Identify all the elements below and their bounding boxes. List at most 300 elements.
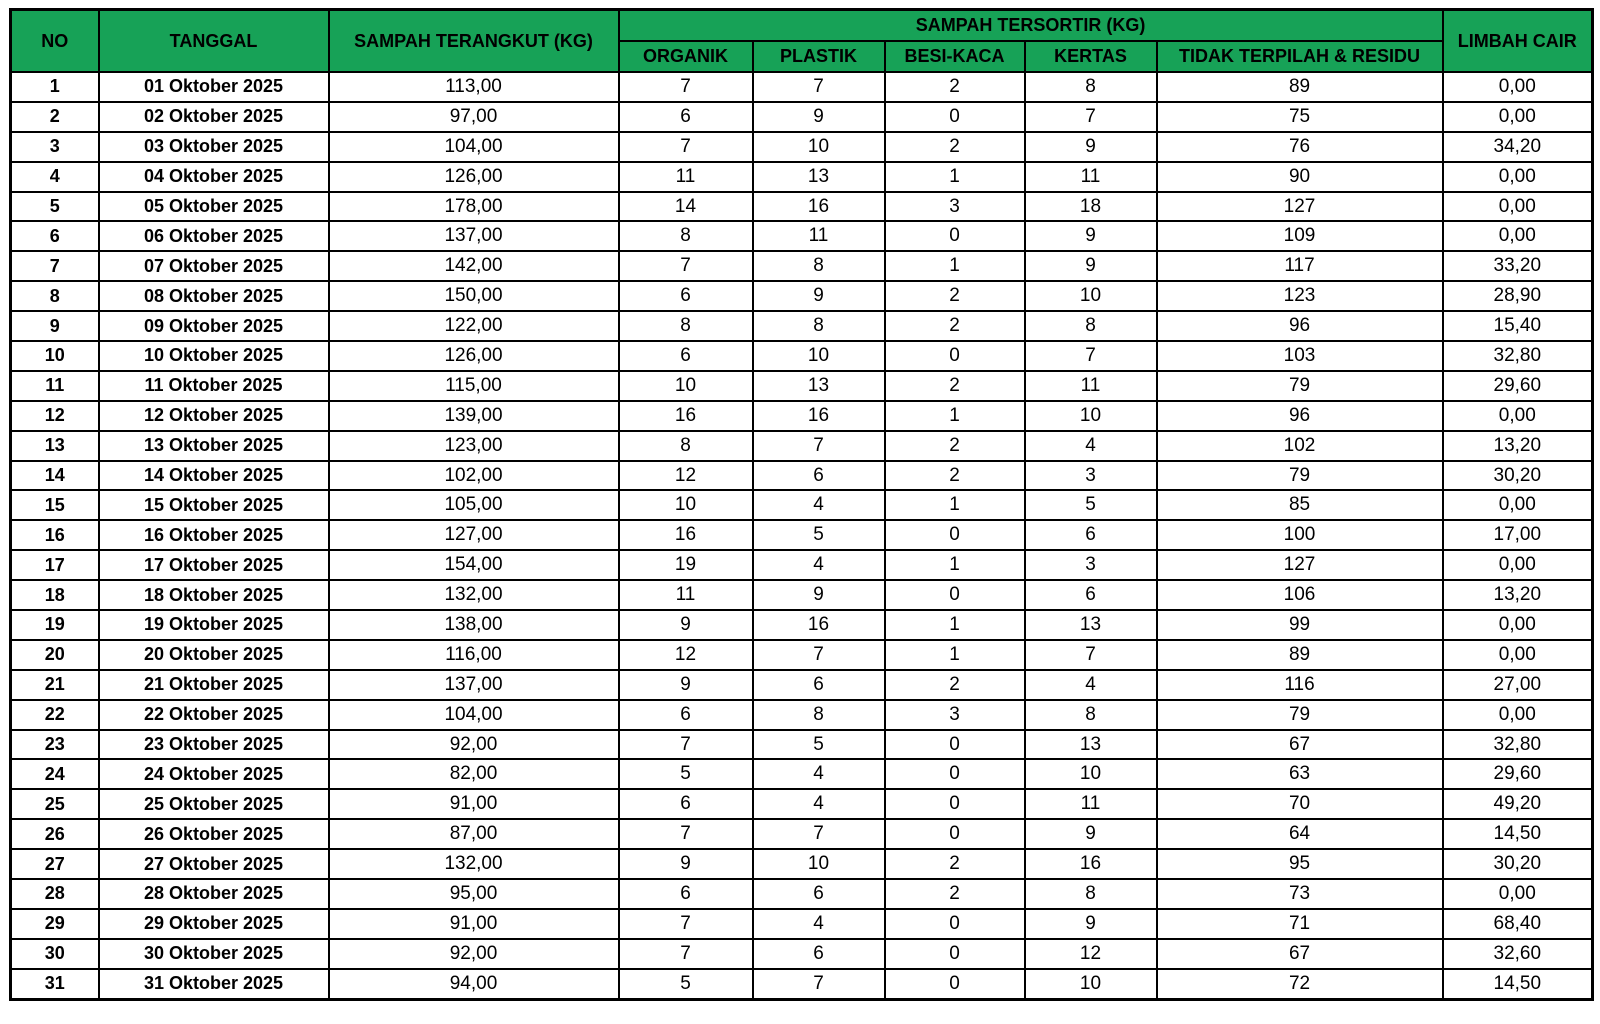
cell-besi-kaca: 1 xyxy=(885,162,1025,192)
cell-organik: 5 xyxy=(619,969,753,999)
cell-terangkut: 91,00 xyxy=(329,909,619,939)
cell-besi-kaca: 2 xyxy=(885,371,1025,401)
header-besi-kaca: BESI-KACA xyxy=(885,41,1025,72)
cell-kertas: 7 xyxy=(1025,341,1157,371)
cell-limbah: 27,00 xyxy=(1443,670,1593,700)
cell-kertas: 8 xyxy=(1025,700,1157,730)
cell-terangkut: 94,00 xyxy=(329,969,619,999)
cell-no: 16 xyxy=(11,520,99,550)
cell-besi-kaca: 0 xyxy=(885,580,1025,610)
table-row xyxy=(11,192,1593,222)
cell-no: 29 xyxy=(11,909,99,939)
cell-terangkut: 113,00 xyxy=(329,72,619,102)
cell-terangkut: 137,00 xyxy=(329,670,619,700)
cell-tanggal: 18 Oktober 2025 xyxy=(99,580,329,610)
table-row xyxy=(11,550,1593,580)
cell-limbah: 49,20 xyxy=(1443,789,1593,819)
cell-besi-kaca: 0 xyxy=(885,789,1025,819)
header-limbah-cair: LIMBAH CAIR xyxy=(1443,10,1593,73)
cell-tanggal: 11 Oktober 2025 xyxy=(99,371,329,401)
cell-terangkut: 150,00 xyxy=(329,281,619,311)
cell-no: 26 xyxy=(11,819,99,849)
cell-no: 5 xyxy=(11,192,99,222)
cell-limbah: 0,00 xyxy=(1443,879,1593,909)
cell-residu: 72 xyxy=(1157,969,1443,999)
cell-no: 11 xyxy=(11,371,99,401)
cell-plastik: 7 xyxy=(753,640,885,670)
cell-residu: 89 xyxy=(1157,640,1443,670)
cell-tanggal: 17 Oktober 2025 xyxy=(99,550,329,580)
cell-residu: 109 xyxy=(1157,221,1443,251)
cell-kertas: 9 xyxy=(1025,221,1157,251)
header-kertas: KERTAS xyxy=(1025,41,1157,72)
cell-organik: 16 xyxy=(619,520,753,550)
cell-no: 10 xyxy=(11,341,99,371)
cell-tanggal: 04 Oktober 2025 xyxy=(99,162,329,192)
table-row xyxy=(11,461,1593,491)
cell-terangkut: 132,00 xyxy=(329,849,619,879)
cell-limbah: 17,00 xyxy=(1443,520,1593,550)
cell-limbah: 30,20 xyxy=(1443,461,1593,491)
cell-tanggal: 26 Oktober 2025 xyxy=(99,819,329,849)
table-row xyxy=(11,490,1593,520)
header-plastik: PLASTIK xyxy=(753,41,885,72)
cell-plastik: 16 xyxy=(753,401,885,431)
cell-plastik: 13 xyxy=(753,371,885,401)
cell-limbah: 32,60 xyxy=(1443,939,1593,969)
cell-terangkut: 123,00 xyxy=(329,431,619,461)
cell-organik: 8 xyxy=(619,221,753,251)
cell-limbah: 0,00 xyxy=(1443,221,1593,251)
cell-kertas: 6 xyxy=(1025,580,1157,610)
cell-besi-kaca: 1 xyxy=(885,640,1025,670)
cell-kertas: 5 xyxy=(1025,490,1157,520)
cell-tanggal: 05 Oktober 2025 xyxy=(99,192,329,222)
cell-residu: 127 xyxy=(1157,550,1443,580)
cell-no: 19 xyxy=(11,610,99,640)
cell-limbah: 0,00 xyxy=(1443,700,1593,730)
cell-limbah: 68,40 xyxy=(1443,909,1593,939)
cell-terangkut: 91,00 xyxy=(329,789,619,819)
cell-plastik: 5 xyxy=(753,730,885,760)
cell-limbah: 14,50 xyxy=(1443,819,1593,849)
cell-besi-kaca: 3 xyxy=(885,700,1025,730)
cell-organik: 9 xyxy=(619,610,753,640)
cell-no: 20 xyxy=(11,640,99,670)
cell-residu: 71 xyxy=(1157,909,1443,939)
cell-plastik: 4 xyxy=(753,909,885,939)
table-row xyxy=(11,879,1593,909)
cell-besi-kaca: 1 xyxy=(885,490,1025,520)
cell-tanggal: 09 Oktober 2025 xyxy=(99,311,329,341)
cell-tanggal: 03 Oktober 2025 xyxy=(99,132,329,162)
cell-residu: 116 xyxy=(1157,670,1443,700)
cell-terangkut: 95,00 xyxy=(329,879,619,909)
table-row xyxy=(11,371,1593,401)
cell-plastik: 5 xyxy=(753,520,885,550)
cell-besi-kaca: 0 xyxy=(885,969,1025,999)
cell-no: 21 xyxy=(11,670,99,700)
cell-besi-kaca: 0 xyxy=(885,730,1025,760)
cell-kertas: 16 xyxy=(1025,849,1157,879)
cell-residu: 100 xyxy=(1157,520,1443,550)
cell-terangkut: 178,00 xyxy=(329,192,619,222)
cell-organik: 10 xyxy=(619,490,753,520)
cell-terangkut: 154,00 xyxy=(329,550,619,580)
cell-kertas: 13 xyxy=(1025,730,1157,760)
cell-plastik: 8 xyxy=(753,700,885,730)
header-tanggal: TANGGAL xyxy=(99,10,329,73)
cell-organik: 9 xyxy=(619,670,753,700)
cell-terangkut: 87,00 xyxy=(329,819,619,849)
cell-limbah: 13,20 xyxy=(1443,431,1593,461)
cell-terangkut: 126,00 xyxy=(329,341,619,371)
table-row xyxy=(11,72,1593,102)
header-sampah-terangkut: SAMPAH TERANGKUT (KG) xyxy=(329,10,619,73)
cell-limbah: 34,20 xyxy=(1443,132,1593,162)
cell-tanggal: 24 Oktober 2025 xyxy=(99,759,329,789)
cell-no: 2 xyxy=(11,102,99,132)
cell-kertas: 11 xyxy=(1025,789,1157,819)
cell-tanggal: 07 Oktober 2025 xyxy=(99,251,329,281)
cell-residu: 67 xyxy=(1157,730,1443,760)
cell-residu: 99 xyxy=(1157,610,1443,640)
cell-limbah: 29,60 xyxy=(1443,759,1593,789)
cell-residu: 127 xyxy=(1157,192,1443,222)
table-row xyxy=(11,909,1593,939)
table-row xyxy=(11,281,1593,311)
cell-organik: 16 xyxy=(619,401,753,431)
table-row xyxy=(11,162,1593,192)
cell-limbah: 33,20 xyxy=(1443,251,1593,281)
cell-besi-kaca: 2 xyxy=(885,281,1025,311)
cell-terangkut: 139,00 xyxy=(329,401,619,431)
cell-besi-kaca: 2 xyxy=(885,879,1025,909)
cell-tanggal: 12 Oktober 2025 xyxy=(99,401,329,431)
cell-tanggal: 14 Oktober 2025 xyxy=(99,461,329,491)
cell-residu: 85 xyxy=(1157,490,1443,520)
cell-residu: 63 xyxy=(1157,759,1443,789)
cell-terangkut: 82,00 xyxy=(329,759,619,789)
cell-limbah: 0,00 xyxy=(1443,162,1593,192)
table-row xyxy=(11,819,1593,849)
cell-no: 30 xyxy=(11,939,99,969)
cell-limbah: 0,00 xyxy=(1443,401,1593,431)
cell-tanggal: 06 Oktober 2025 xyxy=(99,221,329,251)
cell-limbah: 0,00 xyxy=(1443,72,1593,102)
table-row xyxy=(11,700,1593,730)
cell-plastik: 9 xyxy=(753,102,885,132)
cell-besi-kaca: 3 xyxy=(885,192,1025,222)
cell-organik: 7 xyxy=(619,72,753,102)
cell-besi-kaca: 1 xyxy=(885,401,1025,431)
cell-kertas: 7 xyxy=(1025,640,1157,670)
table-row xyxy=(11,520,1593,550)
cell-residu: 95 xyxy=(1157,849,1443,879)
cell-tanggal: 01 Oktober 2025 xyxy=(99,72,329,102)
cell-kertas: 18 xyxy=(1025,192,1157,222)
cell-no: 15 xyxy=(11,490,99,520)
cell-residu: 79 xyxy=(1157,700,1443,730)
cell-terangkut: 116,00 xyxy=(329,640,619,670)
cell-tanggal: 20 Oktober 2025 xyxy=(99,640,329,670)
cell-no: 8 xyxy=(11,281,99,311)
cell-tanggal: 25 Oktober 2025 xyxy=(99,789,329,819)
cell-organik: 10 xyxy=(619,371,753,401)
cell-terangkut: 105,00 xyxy=(329,490,619,520)
cell-besi-kaca: 1 xyxy=(885,610,1025,640)
table-row xyxy=(11,759,1593,789)
cell-terangkut: 115,00 xyxy=(329,371,619,401)
cell-no: 22 xyxy=(11,700,99,730)
cell-plastik: 8 xyxy=(753,311,885,341)
cell-organik: 7 xyxy=(619,132,753,162)
cell-terangkut: 138,00 xyxy=(329,610,619,640)
cell-terangkut: 92,00 xyxy=(329,939,619,969)
table-row xyxy=(11,789,1593,819)
table-row xyxy=(11,311,1593,341)
cell-no: 28 xyxy=(11,879,99,909)
cell-organik: 7 xyxy=(619,730,753,760)
cell-residu: 102 xyxy=(1157,431,1443,461)
cell-organik: 5 xyxy=(619,759,753,789)
cell-besi-kaca: 2 xyxy=(885,849,1025,879)
cell-organik: 7 xyxy=(619,819,753,849)
cell-residu: 96 xyxy=(1157,311,1443,341)
cell-plastik: 9 xyxy=(753,281,885,311)
cell-tanggal: 21 Oktober 2025 xyxy=(99,670,329,700)
cell-plastik: 4 xyxy=(753,490,885,520)
cell-plastik: 6 xyxy=(753,879,885,909)
cell-limbah: 32,80 xyxy=(1443,341,1593,371)
table-row xyxy=(11,640,1593,670)
cell-kertas: 10 xyxy=(1025,969,1157,999)
cell-residu: 106 xyxy=(1157,580,1443,610)
cell-besi-kaca: 2 xyxy=(885,670,1025,700)
cell-kertas: 7 xyxy=(1025,102,1157,132)
table-row xyxy=(11,401,1593,431)
cell-limbah: 0,00 xyxy=(1443,640,1593,670)
cell-besi-kaca: 0 xyxy=(885,520,1025,550)
cell-no: 6 xyxy=(11,221,99,251)
cell-besi-kaca: 0 xyxy=(885,909,1025,939)
table-row xyxy=(11,102,1593,132)
cell-organik: 7 xyxy=(619,939,753,969)
cell-kertas: 10 xyxy=(1025,281,1157,311)
cell-kertas: 8 xyxy=(1025,311,1157,341)
cell-organik: 14 xyxy=(619,192,753,222)
cell-limbah: 32,80 xyxy=(1443,730,1593,760)
cell-plastik: 8 xyxy=(753,251,885,281)
table-row xyxy=(11,431,1593,461)
cell-residu: 70 xyxy=(1157,789,1443,819)
cell-tanggal: 28 Oktober 2025 xyxy=(99,879,329,909)
cell-plastik: 7 xyxy=(753,819,885,849)
cell-terangkut: 104,00 xyxy=(329,700,619,730)
cell-no: 3 xyxy=(11,132,99,162)
header-organik: ORGANIK xyxy=(619,41,753,72)
cell-besi-kaca: 0 xyxy=(885,819,1025,849)
cell-terangkut: 92,00 xyxy=(329,730,619,760)
cell-organik: 7 xyxy=(619,909,753,939)
cell-no: 9 xyxy=(11,311,99,341)
cell-no: 14 xyxy=(11,461,99,491)
cell-terangkut: 97,00 xyxy=(329,102,619,132)
table-row xyxy=(11,730,1593,760)
table-row xyxy=(11,221,1593,251)
cell-plastik: 6 xyxy=(753,670,885,700)
cell-organik: 6 xyxy=(619,789,753,819)
cell-residu: 73 xyxy=(1157,879,1443,909)
cell-plastik: 10 xyxy=(753,849,885,879)
cell-besi-kaca: 0 xyxy=(885,102,1025,132)
cell-tanggal: 31 Oktober 2025 xyxy=(99,969,329,999)
cell-organik: 11 xyxy=(619,580,753,610)
cell-kertas: 12 xyxy=(1025,939,1157,969)
cell-kertas: 11 xyxy=(1025,162,1157,192)
cell-plastik: 7 xyxy=(753,431,885,461)
cell-residu: 117 xyxy=(1157,251,1443,281)
cell-residu: 123 xyxy=(1157,281,1443,311)
cell-organik: 12 xyxy=(619,640,753,670)
cell-plastik: 10 xyxy=(753,341,885,371)
cell-kertas: 9 xyxy=(1025,251,1157,281)
cell-terangkut: 132,00 xyxy=(329,580,619,610)
cell-plastik: 7 xyxy=(753,969,885,999)
cell-besi-kaca: 1 xyxy=(885,550,1025,580)
cell-organik: 6 xyxy=(619,700,753,730)
cell-organik: 9 xyxy=(619,849,753,879)
table-header xyxy=(11,10,1593,73)
cell-no: 17 xyxy=(11,550,99,580)
cell-besi-kaca: 2 xyxy=(885,431,1025,461)
cell-limbah: 0,00 xyxy=(1443,610,1593,640)
cell-kertas: 3 xyxy=(1025,461,1157,491)
cell-plastik: 6 xyxy=(753,939,885,969)
table-row xyxy=(11,580,1593,610)
cell-plastik: 11 xyxy=(753,221,885,251)
cell-organik: 12 xyxy=(619,461,753,491)
cell-organik: 6 xyxy=(619,341,753,371)
cell-plastik: 13 xyxy=(753,162,885,192)
cell-terangkut: 142,00 xyxy=(329,251,619,281)
cell-plastik: 7 xyxy=(753,72,885,102)
cell-kertas: 9 xyxy=(1025,909,1157,939)
cell-organik: 6 xyxy=(619,102,753,132)
cell-limbah: 13,20 xyxy=(1443,580,1593,610)
cell-residu: 76 xyxy=(1157,132,1443,162)
cell-terangkut: 122,00 xyxy=(329,311,619,341)
cell-residu: 67 xyxy=(1157,939,1443,969)
cell-terangkut: 104,00 xyxy=(329,132,619,162)
cell-tanggal: 27 Oktober 2025 xyxy=(99,849,329,879)
cell-residu: 75 xyxy=(1157,102,1443,132)
cell-besi-kaca: 0 xyxy=(885,221,1025,251)
cell-kertas: 11 xyxy=(1025,371,1157,401)
table-row xyxy=(11,341,1593,371)
cell-limbah: 29,60 xyxy=(1443,371,1593,401)
cell-organik: 8 xyxy=(619,311,753,341)
table-row xyxy=(11,670,1593,700)
cell-organik: 6 xyxy=(619,879,753,909)
cell-terangkut: 127,00 xyxy=(329,520,619,550)
cell-kertas: 4 xyxy=(1025,431,1157,461)
cell-tanggal: 10 Oktober 2025 xyxy=(99,341,329,371)
cell-tanggal: 13 Oktober 2025 xyxy=(99,431,329,461)
cell-plastik: 4 xyxy=(753,759,885,789)
cell-kertas: 10 xyxy=(1025,759,1157,789)
cell-kertas: 3 xyxy=(1025,550,1157,580)
cell-no: 12 xyxy=(11,401,99,431)
cell-tanggal: 19 Oktober 2025 xyxy=(99,610,329,640)
cell-no: 23 xyxy=(11,730,99,760)
cell-residu: 64 xyxy=(1157,819,1443,849)
cell-plastik: 16 xyxy=(753,192,885,222)
cell-limbah: 28,90 xyxy=(1443,281,1593,311)
table-body xyxy=(11,72,1593,999)
cell-plastik: 4 xyxy=(753,550,885,580)
cell-kertas: 10 xyxy=(1025,401,1157,431)
waste-report-table xyxy=(9,8,1594,1001)
cell-no: 27 xyxy=(11,849,99,879)
cell-limbah: 14,50 xyxy=(1443,969,1593,999)
cell-terangkut: 126,00 xyxy=(329,162,619,192)
table-row xyxy=(11,849,1593,879)
cell-tanggal: 22 Oktober 2025 xyxy=(99,700,329,730)
cell-limbah: 0,00 xyxy=(1443,102,1593,132)
cell-no: 18 xyxy=(11,580,99,610)
cell-kertas: 9 xyxy=(1025,132,1157,162)
cell-organik: 19 xyxy=(619,550,753,580)
cell-no: 25 xyxy=(11,789,99,819)
cell-organik: 8 xyxy=(619,431,753,461)
cell-limbah: 0,00 xyxy=(1443,490,1593,520)
cell-no: 24 xyxy=(11,759,99,789)
cell-organik: 6 xyxy=(619,281,753,311)
cell-residu: 79 xyxy=(1157,371,1443,401)
cell-tanggal: 29 Oktober 2025 xyxy=(99,909,329,939)
cell-limbah: 30,20 xyxy=(1443,849,1593,879)
cell-besi-kaca: 0 xyxy=(885,939,1025,969)
header-sampah-tersortir-group: SAMPAH TERSORTIR (KG) xyxy=(619,10,1443,42)
cell-besi-kaca: 2 xyxy=(885,72,1025,102)
cell-besi-kaca: 0 xyxy=(885,759,1025,789)
cell-limbah: 0,00 xyxy=(1443,192,1593,222)
cell-residu: 79 xyxy=(1157,461,1443,491)
cell-no: 1 xyxy=(11,72,99,102)
cell-terangkut: 102,00 xyxy=(329,461,619,491)
cell-no: 31 xyxy=(11,969,99,999)
cell-kertas: 8 xyxy=(1025,879,1157,909)
cell-plastik: 4 xyxy=(753,789,885,819)
cell-no: 4 xyxy=(11,162,99,192)
cell-tanggal: 08 Oktober 2025 xyxy=(99,281,329,311)
cell-no: 7 xyxy=(11,251,99,281)
cell-plastik: 9 xyxy=(753,580,885,610)
header-row-1 xyxy=(11,10,1593,42)
table-row xyxy=(11,610,1593,640)
cell-tanggal: 02 Oktober 2025 xyxy=(99,102,329,132)
cell-kertas: 4 xyxy=(1025,670,1157,700)
table-row xyxy=(11,969,1593,999)
cell-no: 13 xyxy=(11,431,99,461)
cell-kertas: 13 xyxy=(1025,610,1157,640)
cell-residu: 90 xyxy=(1157,162,1443,192)
cell-kertas: 8 xyxy=(1025,72,1157,102)
table-row xyxy=(11,132,1593,162)
cell-residu: 103 xyxy=(1157,341,1443,371)
cell-limbah: 15,40 xyxy=(1443,311,1593,341)
